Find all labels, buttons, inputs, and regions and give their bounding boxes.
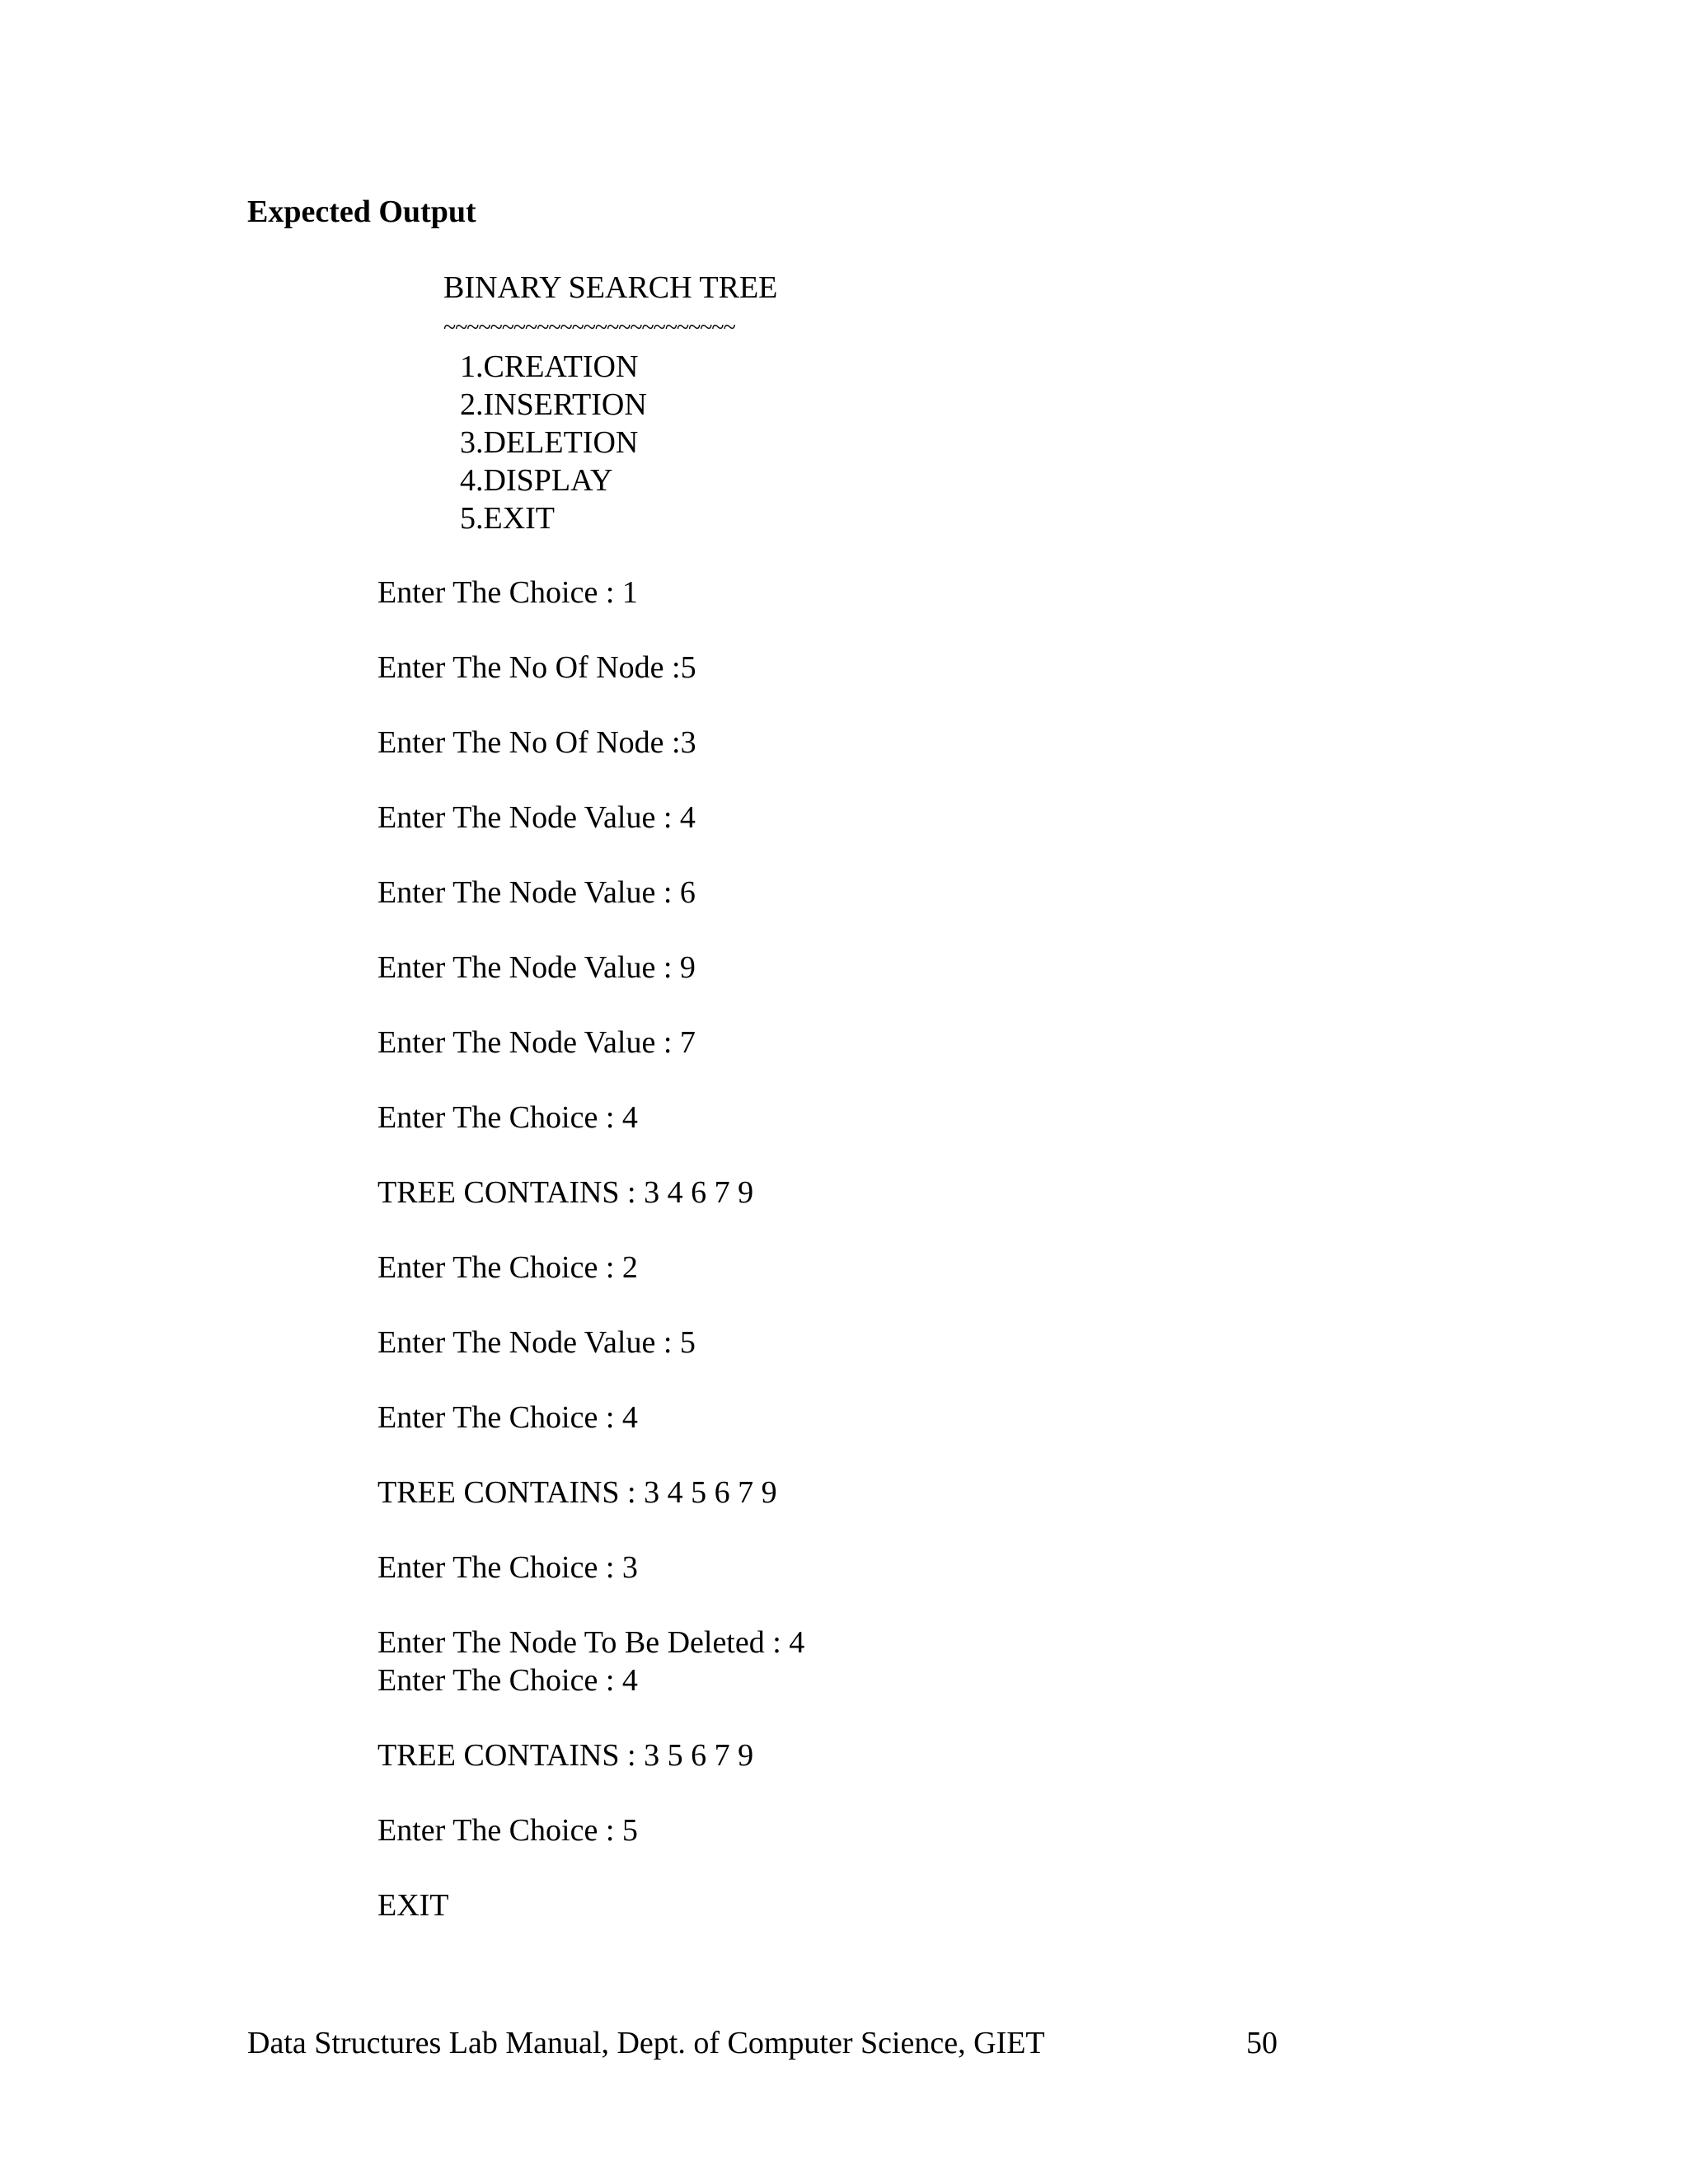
output-line: Enter The Choice : 4 — [377, 1400, 638, 1435]
output-line: Enter The No Of Node :3 — [377, 725, 696, 760]
output-line: TREE CONTAINS : 3 4 5 6 7 9 — [377, 1475, 777, 1510]
menu-title: BINARY SEARCH TREE — [443, 270, 778, 305]
output-line: Enter The Choice : 3 — [377, 1550, 638, 1585]
menu-item-creation: 1.CREATION — [460, 349, 639, 384]
output-line: Enter The Choice : 4 — [377, 1100, 638, 1135]
output-line: Enter The Choice : 2 — [377, 1250, 638, 1285]
page-number: 50 — [1246, 2026, 1278, 2060]
output-line: TREE CONTAINS : 3 4 6 7 9 — [377, 1175, 754, 1210]
output-line: Enter The Node Value : 7 — [377, 1025, 696, 1060]
section-heading: Expected Output — [247, 194, 476, 229]
menu-item-deletion: 3.DELETION — [460, 425, 639, 460]
menu-item-insertion: 2.INSERTION — [460, 387, 647, 422]
output-line: Enter The Node Value : 4 — [377, 800, 696, 835]
output-line: Enter The No Of Node :5 — [377, 650, 696, 685]
menu-list — [460, 348, 647, 537]
page-footer: Data Structures Lab Manual, Dept. of Computer Science, GIET — [247, 2026, 1045, 2060]
output-line: TREE CONTAINS : 3 5 6 7 9 — [377, 1738, 754, 1773]
output-line: Enter The Node Value : 6 — [377, 875, 696, 910]
output-line: Enter The Choice : 5 — [377, 1813, 638, 1848]
output-line: Enter The Choice : 1 — [377, 575, 638, 610]
menu-item-exit: 5.EXIT — [460, 501, 556, 536]
menu-underline: ~~~~~~~~~~~~~~~~~~~~~~~~~ — [443, 315, 735, 340]
output-line: Enter The Node Value : 9 — [377, 950, 696, 985]
menu-item-display: 4.DISPLAY — [460, 463, 613, 498]
output-line: Enter The Node Value : 5 — [377, 1325, 696, 1360]
output-line: Enter The Node To Be Deleted : 4 — [377, 1625, 805, 1660]
output-line: Enter The Choice : 4 — [377, 1663, 638, 1698]
output-line: EXIT — [377, 1888, 449, 1923]
